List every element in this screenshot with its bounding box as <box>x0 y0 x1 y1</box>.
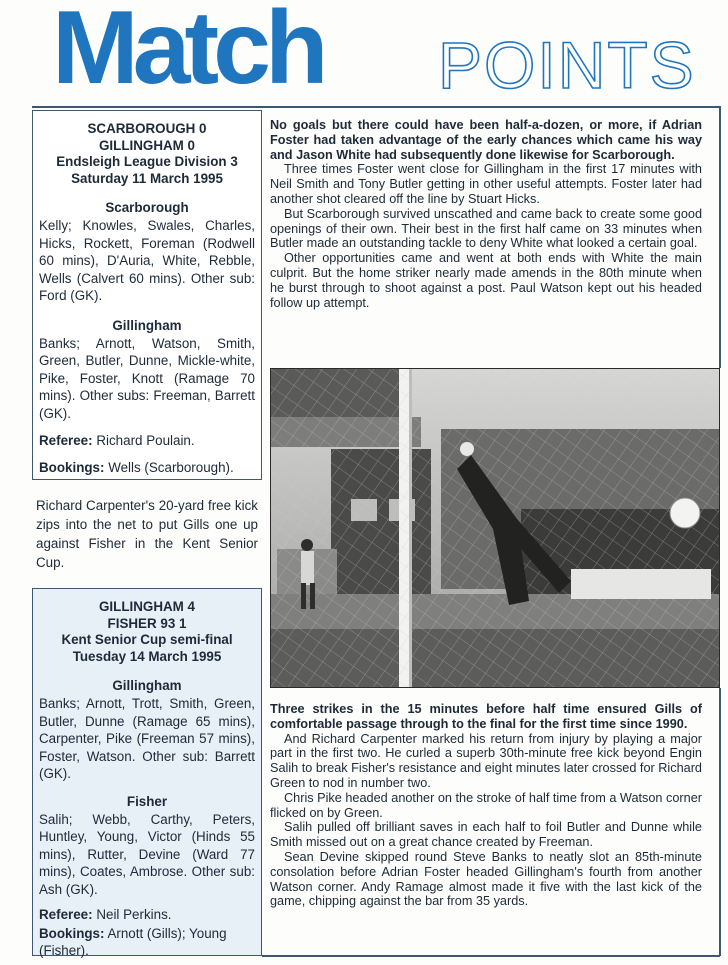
team-name: Gillingham <box>112 317 182 333</box>
photo-caption: Richard Carpenter's 20-yard free kick zips into the net to put Gills one up against Fisher in the Kent Senior Cup. <box>36 498 258 570</box>
bookings-label: Bookings: <box>39 926 105 941</box>
frame-top-rule <box>32 106 720 108</box>
article-paragraph: Sean Devine skipped round Steve Banks to neatly slot an 85th-minute consolation before Adrian Foster headed Gillingham's fourth from another Watson corner. Andy Ramage almost made it five with the last kick of the game, chipping against the bar from 35 yards. <box>270 849 702 909</box>
article-paragraph: Salih pulled off brilliant saves in each half to foil Butler and Dunne while Smith missed out on a great chance created by Freeman. <box>270 820 702 850</box>
team-name: Scarborough <box>105 200 189 215</box>
referee-line <box>39 906 255 923</box>
referee-label: Referee: <box>39 907 93 922</box>
referee-value: Neil Perkins. <box>96 907 172 922</box>
referee-value: Richard Poulain. <box>96 433 195 448</box>
photo-illustration <box>271 369 720 688</box>
team-lineup: Kelly; Knowles, Swales, Charles, Hicks, Rockett, Foreman (Rodwell 60 mins), D'Auria, White, Rebble, Wells (Calvert 60 mins). Other sub: Ford (GK). <box>39 218 255 303</box>
article-paragraph: And Richard Carpenter marked his return from injury by playing a major part in the first two. He curled a superb 30th-minute free kick beyond Engin Salih to break Fisher's resistance and eight minutes later crossed for Richard Green to nod in number two. <box>270 731 702 790</box>
date-line: Tuesday 14 March 1995 <box>72 648 222 664</box>
article-paragraph: Three times Foster went close for Gillingham in the first 17 minutes with Neil Smith and Tony Butler getting in other useful attempts. Foster later had another shot cleared off the line by Stuart Hicks. <box>270 162 702 206</box>
masthead <box>52 0 702 106</box>
masthead-match: Match <box>52 0 323 106</box>
referee-label: Referee: <box>39 433 93 448</box>
team-lineup: Banks; Arnott, Watson, Smith, Green, Butler, Dunne, Mickle-white, Pike, Foster, Knott (Ramage 70 mins). Other subs: Freeman, Barrett (GK). <box>39 335 255 421</box>
home-score-line: SCARBOROUGH 0 <box>87 121 207 136</box>
frame-bottom-rule <box>262 955 720 957</box>
bookings-line <box>39 925 255 959</box>
match-report-box-gillingham-fisher <box>32 588 262 956</box>
referee-line <box>39 432 255 449</box>
competition-line: Endsleigh League Division 3 <box>56 154 238 169</box>
home-score-line: GILLINGHAM 4 <box>99 599 195 614</box>
bookings-line <box>39 459 255 476</box>
team-name: Fisher <box>126 793 168 809</box>
article-lead: No goals but there could have been half-a-dozen, or more, if Adrian Foster had taken advantage of the early chances which came his way and Jason White had subsequently done likewise for Scarborough. <box>270 118 702 162</box>
frame-right-lower-rule <box>719 688 721 956</box>
competition-line: Kent Senior Cup semi-final <box>61 632 233 647</box>
article-paragraph: Chris Pike headed another on the stroke of half time from a Watson corner flicked on by Green. <box>270 790 702 820</box>
away-score-line: FISHER 93 1 <box>107 615 187 631</box>
away-score-line: GILLINGHAM 0 <box>99 137 195 153</box>
bookings-label: Bookings: <box>39 460 105 475</box>
team-name: Gillingham <box>112 678 182 693</box>
bookings-value: Wells (Scarborough). <box>108 460 234 475</box>
date-line: Saturday 11 March 1995 <box>71 170 223 186</box>
article-gillingham-fisher <box>270 702 702 909</box>
article-lead: Three strikes in the 15 minutes before half time ensured Gills of comfortable passage through to the final for the first time since 1990. <box>270 702 702 731</box>
match-heading <box>39 599 255 665</box>
match-heading <box>39 121 255 187</box>
masthead-points: POINTS <box>438 28 696 102</box>
match-photo-free-kick-goal <box>270 368 720 688</box>
article-scarborough-gillingham <box>270 118 702 310</box>
article-paragraph: Other opportunities came and went at both ends with White the main culprit. But the home striker nearly made amends in the 80th minute when he burst through to shoot against a post. Paul Watson kept out his headed follow up attempt. <box>270 251 702 310</box>
bookings-value: Arnott (Gills); Young (Fisher). <box>39 926 227 958</box>
frame-right-rule <box>719 106 721 368</box>
match-report-box-scarborough-gillingham <box>32 110 262 480</box>
article-paragraph: But Scarborough survived unscathed and came back to create some good openings of their own. Their best in the first half came on 33 minutes when Butler made an outstanding tackle to deny White what looked a certain goal. <box>270 206 702 251</box>
team-lineup: Banks; Arnott, Trott, Smith, Green, Butler, Dunne (Ramage 65 mins), Carpenter, Pike (Freeman 57 mins), Foster, Watson. Other sub: Barrett (GK). <box>39 696 255 781</box>
team-lineup: Salih; Webb, Carthy, Peters, Huntley, Young, Victor (Hinds 55 mins), Rutter, Devine (Ward 77 mins), Coates, Ambrose. Other sub: Ash (GK). <box>39 811 255 897</box>
